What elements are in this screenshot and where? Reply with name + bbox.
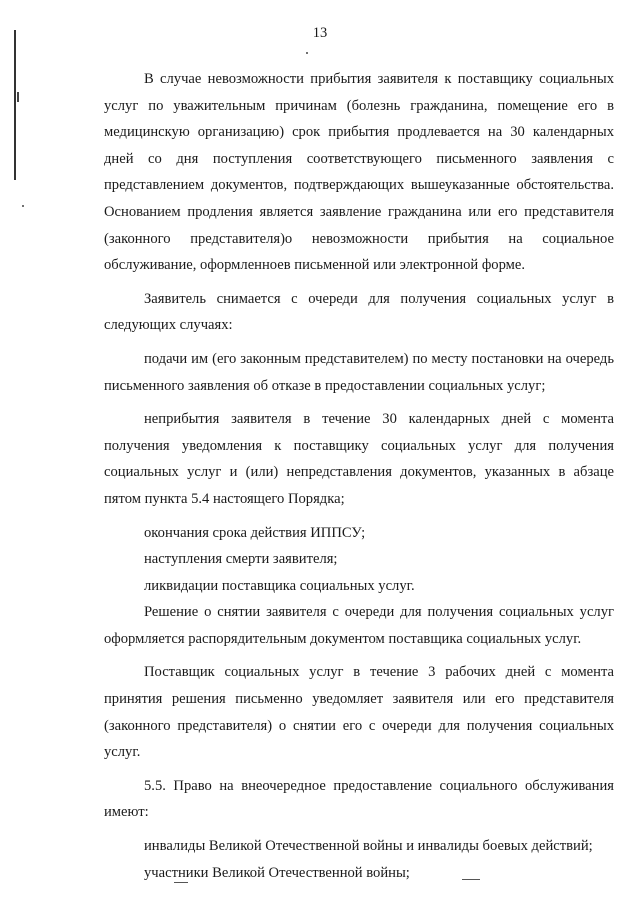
paragraph-late-arrival: В случае невозможности прибытия заявителя к поставщику социальных услуг по уважительным причинам (болезнь гражданина, помещение его в медицинскую организацию) срок прибытия продлевается на 30 календарных дней со дня поступления соответствующего письменного заявления с представлением документов, подтверждающих вышеуказанные обстоятельства. Основанием продления является заявление гражданина или его представителя (законного представителя)о невозможности прибытия на социальное обслуживание, оформленноев письменной или электронной форме.: [104, 71, 614, 274]
left-margin-mark: [17, 92, 19, 102]
left-margin-line: [14, 30, 16, 180]
paragraph-war-participants: участники Великой Отечественной войны;: [144, 864, 410, 881]
paragraph-section-5-5: 5.5. Право на внеочередное предоставление социального обслуживания имеют:: [104, 777, 614, 821]
paragraph-war-invalids: инвалиды Великой Отечественной войны и инвалиды боевых действий;: [144, 838, 593, 855]
paragraph-liquidation: ликвидации поставщика социальных услуг.: [144, 577, 415, 594]
paragraph-non-arrival: неприбытия заявителя в течение 30 календарных дней с момента получения уведомления к поставщику социальных услуг для получения социальных услуг и (или) непредставления документов, указанных в абзаце пятом пункта 5.4 настоящего Порядка;: [104, 411, 614, 507]
paragraph-ippsu-expiry: окончания срока действия ИППСУ;: [144, 524, 366, 541]
scan-speck: [306, 52, 308, 54]
scan-mark: [462, 879, 480, 880]
paragraph-removal-intro: Заявитель снимается с очереди для получения социальных услуг в следующих случаях:: [104, 290, 614, 334]
paragraph-notification: Поставщик социальных услуг в течение 3 рабочих дней с момента принятия решения письменно уведомляет заявителя или его представителя (законного представителя) о снятии его с очереди для получения социальных услуг.: [104, 664, 614, 761]
paragraph-death: наступления смерти заявителя;: [144, 551, 338, 568]
paragraph-removal-decision: Решение о снятии заявителя с очереди для получения социальных услуг оформляется распорядительным документом поставщика социальных услуг.: [104, 604, 614, 647]
scan-mark: [174, 882, 188, 883]
scan-speck: [22, 205, 24, 207]
document-body: [104, 66, 614, 886]
paragraph-refusal-application: подачи им (его законным представителем) по месту постановки на очередь письменного заявления об отказе в предоставлении социальных услуг;: [104, 350, 614, 394]
page-number: 13: [312, 25, 328, 41]
